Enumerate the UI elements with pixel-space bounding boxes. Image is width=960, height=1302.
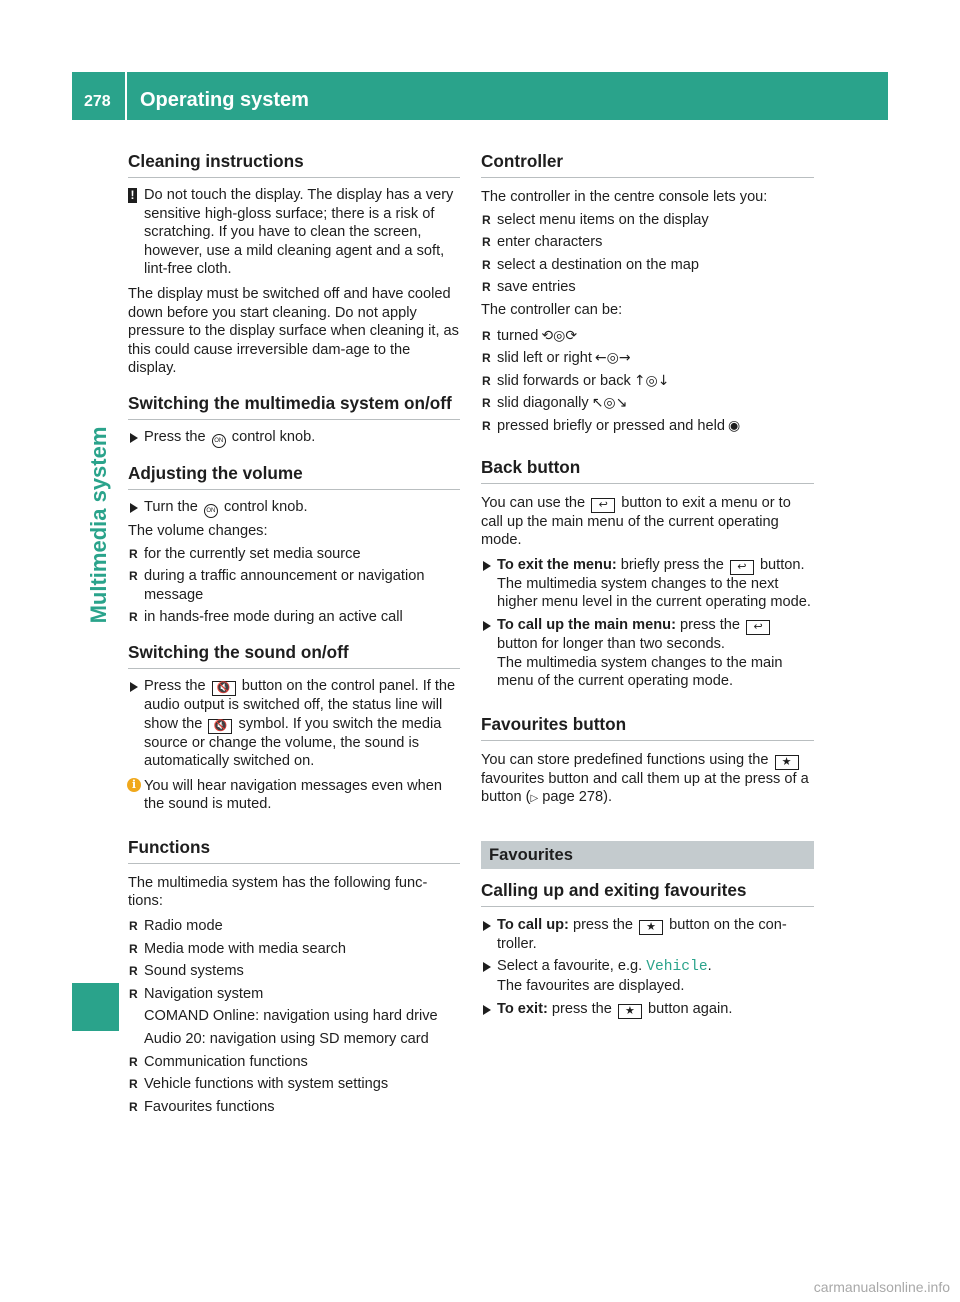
step-press-mute <box>128 677 460 771</box>
back-icon: ↩ <box>746 620 770 635</box>
page-ref[interactable]: page 278 <box>542 789 604 806</box>
chapter-title: Operating system <box>140 89 309 111</box>
list-item: R Media mode with media search <box>128 940 460 959</box>
controller-diagonal-icon: ↖◎↘ <box>591 395 628 412</box>
heading-controller: Controller <box>481 150 814 178</box>
watermark: carmanualsonline.info <box>813 1279 950 1295</box>
mute-icon: 🔇 <box>212 681 236 696</box>
step-text: symbol. If you switch the media source or change the volume, the sound is automatically switched on. <box>144 715 442 770</box>
controller-press-icon: ◉ <box>727 417 741 434</box>
step-text: button. <box>759 556 805 573</box>
warning-text: Do not touch the display. The display has a very sensitive high-gloss surface; there is a risk of scratching. If you have to clean the screen, however, use a mild cleaning agent and a soft, lint-free cloth. <box>144 187 454 278</box>
star-icon: ★ <box>775 755 799 770</box>
list-item: R Radio mode <box>128 917 460 936</box>
heading-switching-sound: Switching the sound on/off <box>128 641 460 669</box>
controller-move-diagonal <box>481 394 814 413</box>
select-result: The favourites are displayed. <box>497 978 685 995</box>
step-text: Select a favourite, e.g. <box>497 958 643 975</box>
list-item: R Favourites functions <box>128 1098 460 1117</box>
step-label: To exit the menu: <box>497 556 617 573</box>
list-item: R save entries <box>481 278 814 297</box>
list-item: R Navigation system <box>128 985 460 1004</box>
left-column <box>128 150 460 1116</box>
info-text: You will hear navigation messages even when the sound is muted. <box>144 777 443 813</box>
favourites-section-band: Favourites <box>481 841 814 869</box>
heading-favourites-button: Favourites button <box>481 713 814 741</box>
step-label: To call up: <box>497 916 569 933</box>
step-select-favourite <box>481 957 814 977</box>
list-item: R Communication functions <box>128 1053 460 1072</box>
text: You can use the <box>481 494 586 511</box>
controller-slide-lr-icon: ←◎→ <box>594 350 631 367</box>
menu-item-vehicle[interactable]: Vehicle <box>646 959 708 976</box>
back-icon: ↩ <box>730 560 754 575</box>
nav-line: Audio 20: navigation using SD memory card <box>144 1031 429 1048</box>
text: button to exit a menu or to call up the main menu of the current operating mode. <box>481 494 791 549</box>
step-text: control knob. <box>231 428 316 445</box>
warning-notice <box>128 186 460 279</box>
step-text: press the <box>680 616 741 633</box>
step-text: control knob. <box>223 498 308 515</box>
mute-icon: 🔇 <box>208 719 232 734</box>
list-item: R select menu items on the display <box>481 211 814 230</box>
step-main-menu <box>481 616 814 654</box>
step-text: Turn the <box>144 498 198 515</box>
volume-changes-intro: The volume changes: <box>128 522 268 539</box>
back-icon: ↩ <box>591 498 615 513</box>
controller-slide-fb-icon: ↑◎↓ <box>633 372 670 389</box>
step-label: To call up the main menu: <box>497 616 676 633</box>
controller-turn-icon: ⟲◎⟳ <box>541 327 578 344</box>
list-item: R enter characters <box>481 233 814 252</box>
text: You can store predefined functions using the <box>481 751 769 768</box>
list-item: R in hands-free mode during an active call <box>128 608 460 627</box>
list-item: R select a destination on the map <box>481 256 814 275</box>
heading-cleaning-instructions: Cleaning instructions <box>128 150 460 178</box>
step-exit <box>481 1000 814 1019</box>
info-note <box>128 777 460 814</box>
move-label: slid diagonally <box>497 395 589 412</box>
step-label: To exit: <box>497 1000 548 1017</box>
list-item: R Vehicle functions with system settings <box>128 1075 460 1094</box>
step-text: button for longer than two seconds. <box>497 635 725 652</box>
warning-icon: ! <box>128 188 137 203</box>
text: ). <box>603 789 613 806</box>
text: favourites button and call them up at the press of a button ( <box>481 770 809 806</box>
step-text: press the <box>551 1000 612 1017</box>
heading-back-button: Back button <box>481 456 814 484</box>
nav-line: COMAND Online: navigation using hard drive <box>144 1008 438 1025</box>
step-text: Press the <box>144 428 206 445</box>
star-icon: ★ <box>618 1004 642 1019</box>
step-text: button on the control panel. If the audio output is switched off, the status line will show the <box>144 677 456 732</box>
side-tab-label: Multimedia system <box>86 426 111 624</box>
controller-move-slide-fb <box>481 372 814 391</box>
step-turn-knob <box>128 498 460 518</box>
heading-calling-favourites: Calling up and exiting favourites <box>481 879 814 907</box>
step-text: press the <box>572 916 633 933</box>
move-label: pressed briefly or pressed and held <box>497 417 725 434</box>
right-column <box>481 150 814 1019</box>
step-text: Press the <box>144 677 206 694</box>
step-text: button on the con-troller. <box>497 916 787 952</box>
heading-switching-system: Switching the multimedia system on/off <box>128 392 460 420</box>
controller-can-be: The controller can be: <box>481 301 623 318</box>
controller-move-press <box>481 417 814 436</box>
on-knob-icon: ON <box>204 504 218 518</box>
star-icon: ★ <box>639 920 663 935</box>
move-label: turned <box>497 327 539 344</box>
list-item: R Sound systems <box>128 962 460 981</box>
page-ref-icon: ▷ <box>530 793 539 805</box>
step-press-knob <box>128 428 460 448</box>
controller-move-slide-lr <box>481 349 814 368</box>
back-intro <box>481 494 814 550</box>
step-text: . <box>707 958 712 975</box>
header-divider <box>125 72 127 120</box>
exit-result: The multimedia system changes to the next higher menu level in the current operating mode. <box>497 575 811 611</box>
side-tab-marker <box>72 983 119 1031</box>
step-text: button again. <box>648 1000 733 1017</box>
main-menu-result: The multimedia system changes to the main menu of the current operating mode. <box>497 654 783 690</box>
move-label: slid forwards or back <box>497 372 631 389</box>
controller-intro: The controller in the centre console lets you: <box>481 189 768 205</box>
cleaning-body: The display must be switched off and have cooled down before you start cleaning. Do not apply pressure to the display surface when cleaning it, as this could cause irreversible dam-age to the display. <box>128 285 459 377</box>
favourites-button-text <box>481 751 814 809</box>
step-call-up <box>481 916 814 954</box>
step-exit-menu <box>481 556 814 575</box>
functions-intro: The multimedia system has the following func-tions: <box>128 874 428 910</box>
move-label: slid left or right <box>497 350 592 367</box>
list-item: R during a traffic announcement or navigation message <box>128 567 460 604</box>
step-text: briefly press the <box>620 556 724 573</box>
heading-functions: Functions <box>128 836 460 864</box>
info-icon: i <box>127 778 141 792</box>
page-number: 278 <box>84 93 111 110</box>
controller-move-turned <box>481 327 814 346</box>
list-item: R for the currently set media source <box>128 545 460 564</box>
on-knob-icon: ON <box>212 434 226 448</box>
heading-adjusting-volume: Adjusting the volume <box>128 462 460 490</box>
